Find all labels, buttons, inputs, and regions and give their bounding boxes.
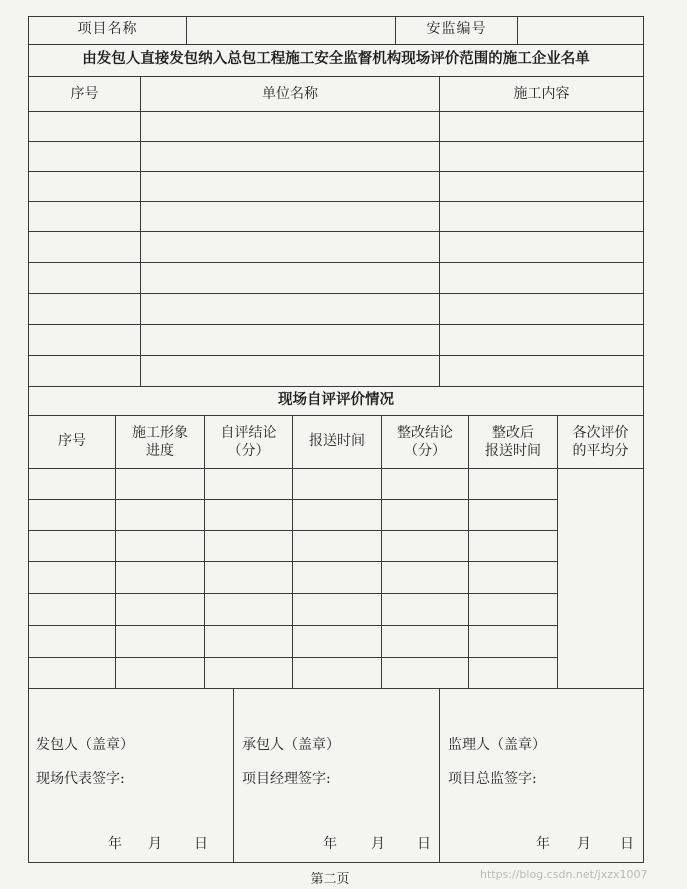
- col-seq-header: 序号: [70, 86, 99, 102]
- contractor-seal-label: 承包人（盖章）: [242, 737, 340, 753]
- col-average-line2: 的平均分: [572, 443, 629, 459]
- col-rectify-line1: 整改结论: [397, 425, 453, 441]
- col-average-header: [558, 424, 643, 460]
- supervisor-date-day: 日: [620, 836, 634, 852]
- section2-title: 现场自评评价情况: [278, 391, 394, 408]
- contractor-date-month: 月: [371, 836, 385, 852]
- col-seq2-header: 序号: [58, 433, 86, 449]
- rule: [517, 16, 518, 44]
- col-self-eval-line1: 自评结论: [220, 425, 277, 441]
- rule: [28, 76, 644, 77]
- rule: [28, 324, 644, 325]
- col-rectify-header: [382, 424, 468, 460]
- employer-seal-label: 发包人（盖章）: [36, 737, 134, 753]
- rule: [28, 688, 644, 689]
- rule: [439, 76, 440, 386]
- rule: [28, 862, 644, 863]
- rule: [28, 171, 644, 172]
- project-name-label: 项目名称: [77, 21, 138, 37]
- rule: [28, 16, 644, 17]
- employer-date-month: 月: [148, 836, 162, 852]
- section1-title: 由发包人直接发包纳入总包工程施工安全监督机构现场评价范围的施工企业名单: [82, 50, 590, 67]
- rule: [28, 499, 558, 500]
- rule: [140, 76, 141, 386]
- safety-number-label: 安监编号: [426, 21, 487, 37]
- rule: [292, 415, 293, 688]
- contractor-date-year: 年: [323, 836, 337, 852]
- rule: [28, 201, 644, 202]
- rule: [28, 625, 558, 626]
- col-rectify-line2: （分）: [404, 443, 446, 459]
- employer-date-day: 日: [194, 836, 208, 852]
- rule: [28, 530, 558, 531]
- employer-date-year: 年: [108, 836, 122, 852]
- contractor-pm-signature-label: 项目经理签字:: [242, 771, 331, 787]
- rule: [28, 593, 558, 594]
- supervisor-date-month: 月: [577, 836, 591, 852]
- rule: [28, 231, 644, 232]
- rule: [28, 44, 644, 45]
- supervisor-chief-signature-label: 项目总监签字:: [448, 771, 537, 787]
- watermark: https://blog.csdn.net/jxzx1007: [480, 868, 648, 881]
- rule: [28, 657, 558, 658]
- supervisor-date-year: 年: [536, 836, 550, 852]
- rule: [28, 415, 644, 416]
- col-company-name-header: 单位名称: [262, 86, 318, 102]
- col-rectify-time-header: [469, 424, 557, 460]
- rule: [233, 688, 234, 862]
- page-number: 第二页: [310, 872, 350, 887]
- col-self-eval-header: [205, 424, 292, 460]
- rule: [439, 688, 440, 862]
- col-progress-line1: 施工形象: [132, 425, 188, 441]
- col-progress-header: [116, 424, 204, 460]
- rule: [28, 468, 644, 469]
- rule: [28, 355, 644, 356]
- rule: [28, 293, 644, 294]
- rule: [28, 111, 644, 112]
- col-rectify-time-line1: 整改后: [492, 425, 534, 441]
- supervisor-seal-label: 监理人（盖章）: [448, 737, 546, 753]
- col-progress-line2: 进度: [146, 443, 174, 459]
- col-average-line1: 各次评价: [572, 425, 629, 441]
- col-submit-time-header: 报送时间: [309, 433, 365, 449]
- rule: [28, 561, 558, 562]
- rule: [28, 262, 644, 263]
- rule: [28, 141, 644, 142]
- employer-rep-signature-label: 现场代表签字:: [36, 771, 125, 787]
- rule: [186, 16, 187, 44]
- rule: [28, 386, 644, 387]
- col-rectify-time-line2: 报送时间: [485, 443, 541, 459]
- rule: [643, 16, 644, 863]
- col-work-content-header: 施工内容: [513, 86, 570, 102]
- contractor-date-day: 日: [417, 836, 431, 852]
- col-self-eval-line2: （分）: [227, 443, 270, 459]
